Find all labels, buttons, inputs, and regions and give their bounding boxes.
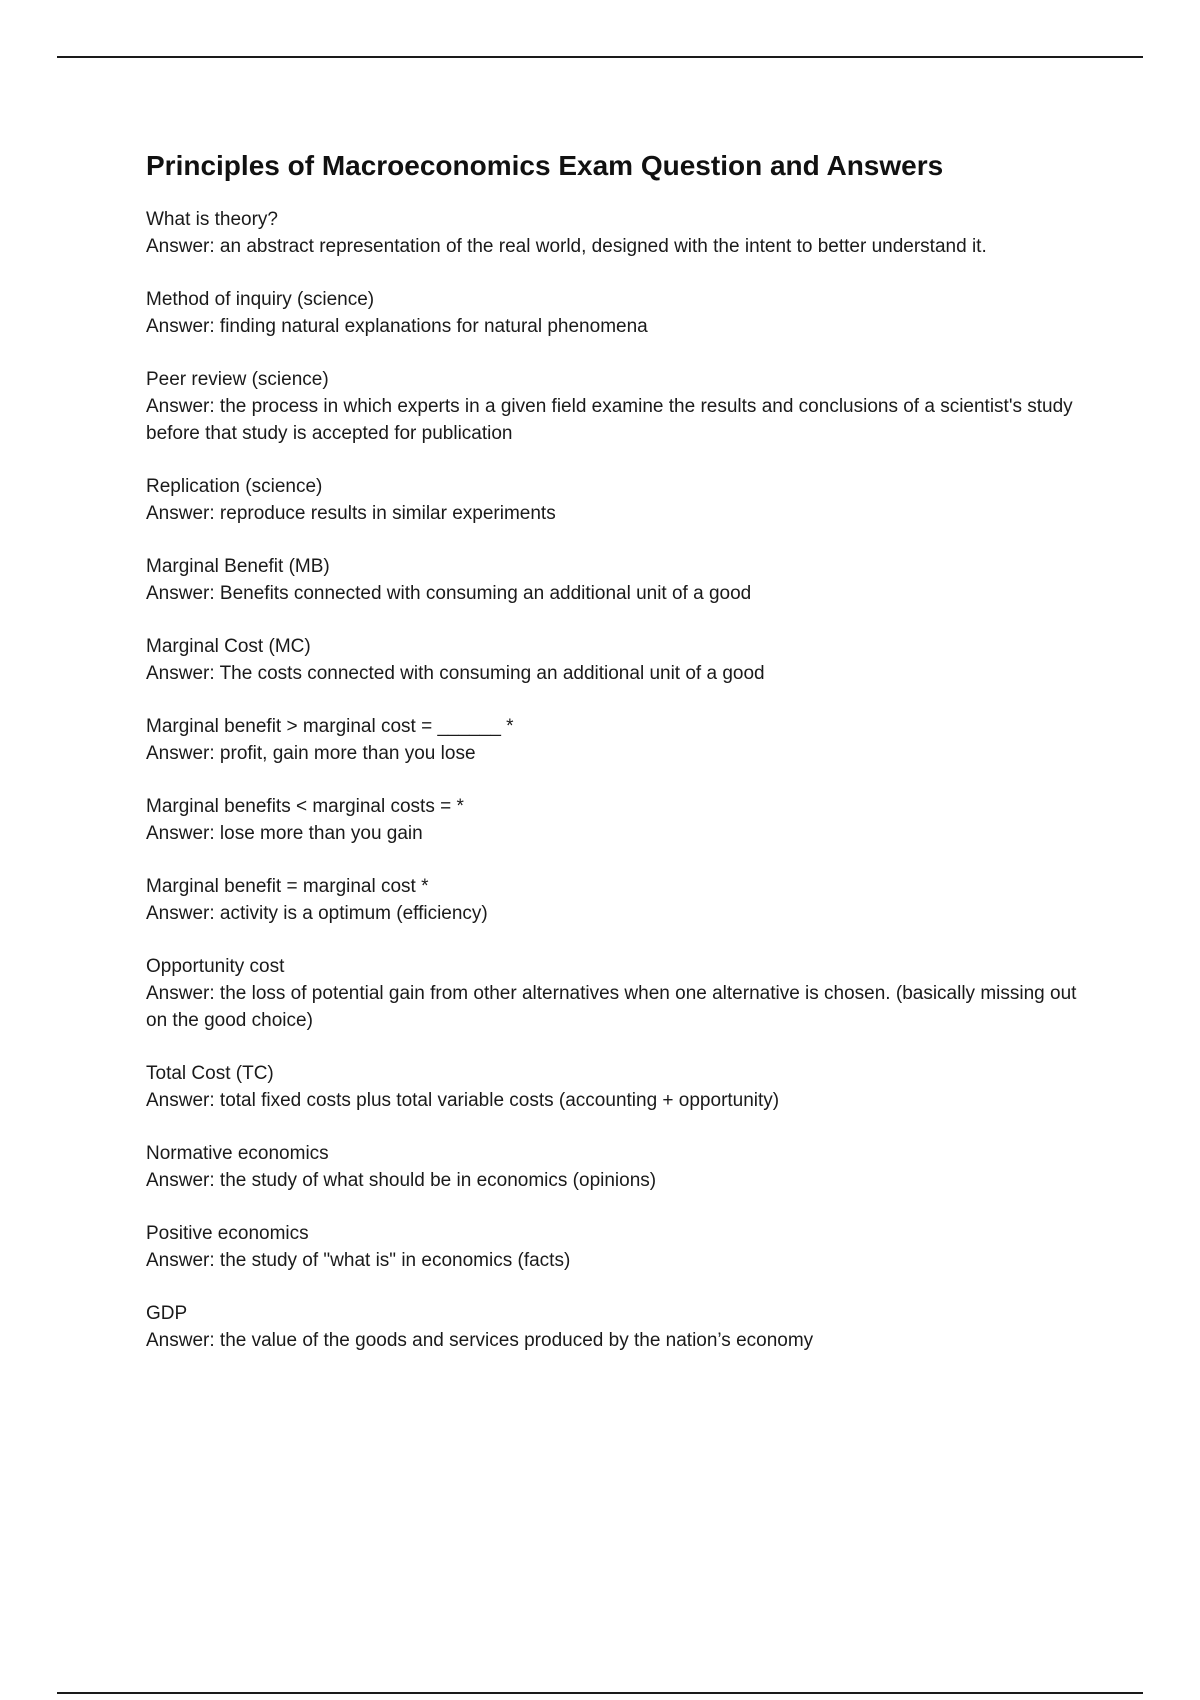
answer-body: Benefits connected with consuming an additional unit of a good [219,583,752,604]
qa-item [146,206,1096,260]
answer-body: profit, gain more than you lose [219,743,476,764]
question-text: Total Cost (TC) [146,1063,274,1084]
answer-text [146,1087,1096,1114]
answer-label: Answer: [146,236,220,257]
answer-text [146,980,1096,1034]
qa-item [146,286,1096,340]
answer-label: Answer: [146,1170,220,1191]
question-text: What is theory? [146,209,278,230]
qa-item [146,553,1096,607]
answer-label: Answer: [146,1090,220,1111]
answer-body: the study of "what is" in economics (facts) [219,1250,571,1271]
document-title: Principles of Macroeconomics Exam Question and Answers [146,150,944,181]
answer-body: reproduce results in similar experiments [219,503,556,524]
answer-text [146,660,1096,687]
qa-item [146,1060,1096,1114]
answer-label: Answer: [146,503,220,524]
question-text: Marginal Benefit (MB) [146,556,330,577]
qa-item [146,1300,1096,1354]
answer-label: Answer: [146,1250,220,1271]
qa-item [146,793,1096,847]
answer-text [146,500,1096,527]
qa-item [146,1140,1096,1194]
qa-item [146,1220,1096,1274]
question-text: Marginal Cost (MC) [146,636,311,657]
answer-body: an abstract representation of the real world, designed with the intent to better understand it. [219,236,987,257]
question-text: Positive economics [146,1223,309,1244]
answer-text [146,1247,1096,1274]
answer-label: Answer: [146,663,220,684]
qa-item [146,473,1096,527]
answer-label: Answer: [146,983,220,1004]
question-text: Marginal benefits < marginal costs = * [146,796,464,817]
answer-body: The costs connected with consuming an additional unit of a good [219,663,765,684]
qa-item [146,633,1096,687]
answer-body: the process in which experts in a given field examine the results and conclusions of a scientist's study before that study is accepted for publication [146,396,1073,444]
answer-body: the loss of potential gain from other alternatives when one alternative is chosen. (basically missing out on the good choice) [146,983,1077,1031]
question-text: Opportunity cost [146,956,285,977]
question-text: Normative economics [146,1143,329,1164]
answer-body: total fixed costs plus total variable costs (accounting + opportunity) [219,1090,780,1111]
answer-label: Answer: [146,903,220,924]
answer-label: Answer: [146,396,220,417]
question-text: Method of inquiry (science) [146,289,375,310]
question-text: Peer review (science) [146,369,329,390]
qa-item [146,873,1096,927]
answer-body: finding natural explanations for natural phenomena [219,316,648,337]
answer-text [146,233,1096,260]
answer-label: Answer: [146,583,220,604]
answer-text [146,900,1096,927]
answer-body: the study of what should be in economics (opinions) [219,1170,657,1191]
question-text: Marginal benefit > marginal cost = ______ * [146,716,514,737]
document-body [146,146,1096,1380]
answer-label: Answer: [146,316,220,337]
answer-label: Answer: [146,823,220,844]
answer-label: Answer: [146,1330,220,1351]
answer-text [146,580,1096,607]
answer-text [146,740,1096,767]
question-text: GDP [146,1303,188,1324]
answer-text [146,393,1096,447]
answer-body: the value of the goods and services produced by the nation’s economy [219,1330,814,1351]
answer-body: lose more than you gain [219,823,423,844]
qa-item [146,366,1096,447]
answer-label: Answer: [146,743,220,764]
question-text: Marginal benefit = marginal cost * [146,876,429,897]
qa-item [146,953,1096,1034]
answer-body: activity is a optimum (efficiency) [219,903,488,924]
answer-text [146,820,1096,847]
answer-text [146,1167,1096,1194]
qa-item [146,713,1096,767]
header-rule [57,56,1143,58]
footer-rule [57,1692,1143,1694]
answer-text [146,1327,1096,1354]
question-text: Replication (science) [146,476,323,497]
answer-text [146,313,1096,340]
